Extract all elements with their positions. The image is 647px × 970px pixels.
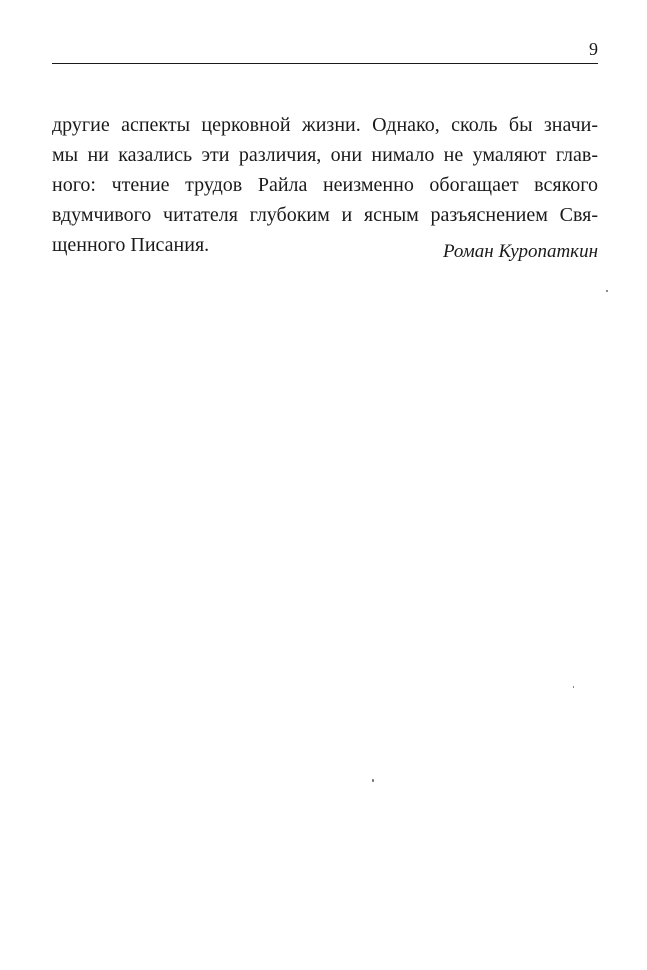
author-signature: Роман Куропаткин (442, 241, 598, 262)
scan-speck (573, 686, 574, 688)
scan-speck (606, 290, 608, 292)
scan-speck (372, 779, 374, 782)
text-line: вдумчивого читателя глубоким и ясным разъяснением Свя- (52, 204, 598, 226)
text-line: другие аспекты церковной жизни. Однако, сколь бы значи- (52, 114, 598, 136)
text-line: ного: чтение трудов Райла неизменно обогащает всякого (52, 174, 598, 196)
text-line: щенного Писания. (52, 234, 210, 256)
header-rule (52, 63, 598, 64)
text-line: мы ни казались эти различия, они нимало не умаляют глав- (52, 144, 598, 166)
page-number: 9 (589, 39, 598, 59)
